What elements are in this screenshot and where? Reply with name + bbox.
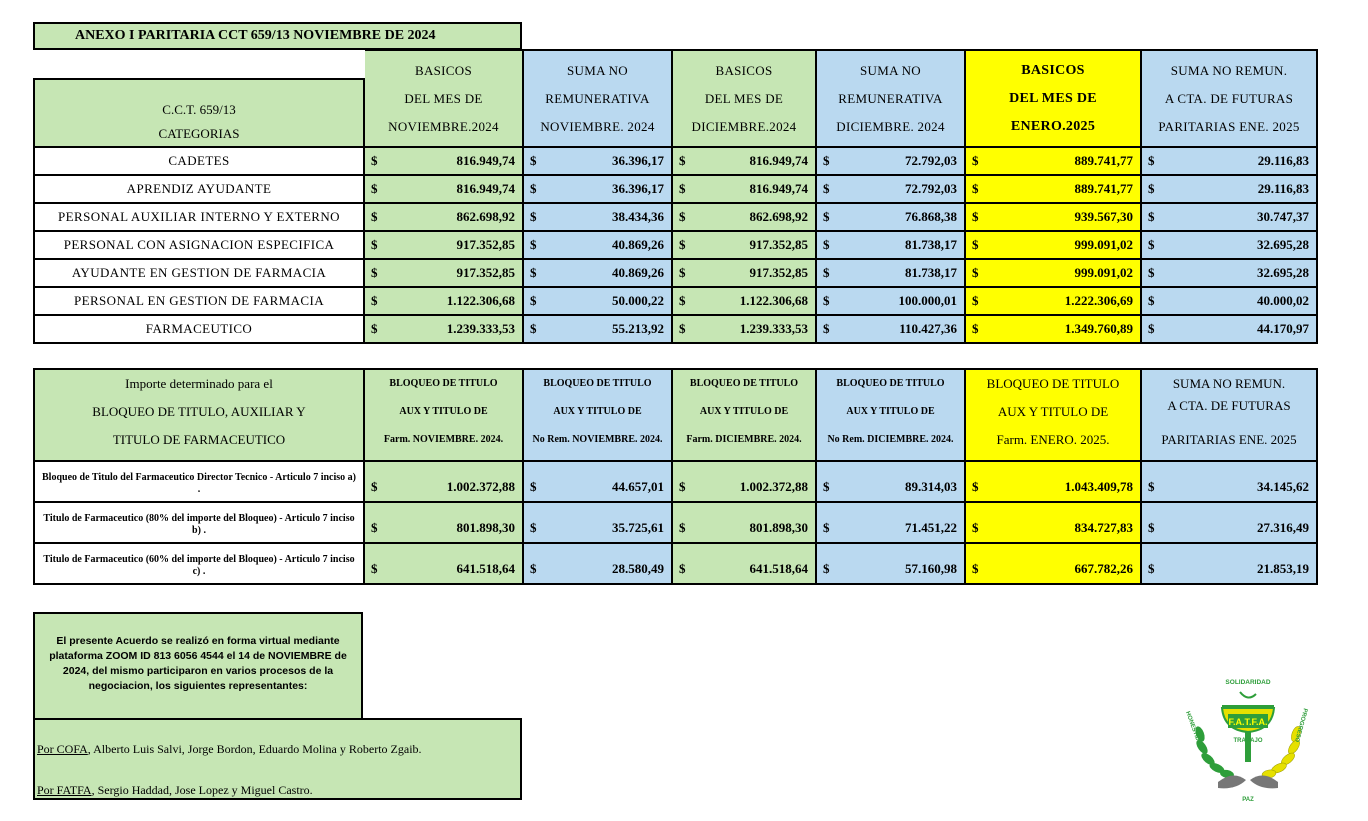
fatfa-emblem-icon — [1178, 672, 1318, 804]
document-title: ANEXO I PARITARIA CCT 659/13 NOVIEMBRE DE 2024 — [33, 22, 522, 50]
amount-cell: $ 889.741,77 — [965, 175, 1141, 203]
bloqueo-item: Titulo de Farmaceutico (60% del importe del Bloqueo) - Articulo 7 inciso c) . — [34, 543, 364, 584]
category-name: AYUDANTE EN GESTION DE FARMACIA — [34, 259, 364, 287]
table-row — [34, 147, 1317, 175]
salary-table — [33, 49, 1318, 344]
amount-cell: $ 816.949,74 — [672, 175, 816, 203]
svg-text:PROGRESO: PROGRESO — [1293, 707, 1308, 743]
amount-cell: $ 29.116,83 — [1141, 147, 1317, 175]
amount-cell: $ 57.160,98 — [816, 543, 965, 584]
amount-cell: $ 81.738,17 — [816, 231, 965, 259]
amount-cell: $ 1.349.760,89 — [965, 315, 1141, 343]
col-basicos-dic: BASICOS DEL MES DE DICIEMBRE.2024 — [672, 50, 816, 147]
bloqueo-item: Titulo de Farmaceutico (80% del importe del Bloqueo) - Articulo 7 inciso b) . — [34, 502, 364, 543]
categories-header — [34, 50, 364, 147]
fatfa-logo — [1178, 672, 1318, 804]
cct-label: C.C.T. 659/13 — [162, 102, 236, 117]
amount-cell: $ 1.002.372,88 — [672, 461, 816, 502]
amount-cell: $ 40.869,26 — [523, 231, 672, 259]
category-name: PERSONAL AUXILIAR INTERNO Y EXTERNO — [34, 203, 364, 231]
amount-cell: $ 917.352,85 — [364, 259, 523, 287]
agreement-text: El presente Acuerdo se realizó en forma virtual mediante plataforma ZOOM ID 813 6056 4544 el 14 de NOVIEMBRE de 2024, del mismo participaron en varios procesos de la negociacion, los siguientes representantes: — [33, 612, 363, 720]
amount-cell: $ 1.239.333,53 — [364, 315, 523, 343]
table-row — [34, 461, 1317, 502]
amount-cell: $ 27.316,49 — [1141, 502, 1317, 543]
amount-cell: $ 862.698,92 — [672, 203, 816, 231]
amount-cell: $ 816.949,74 — [672, 147, 816, 175]
amount-cell: $ 29.116,83 — [1141, 175, 1317, 203]
table-row — [34, 175, 1317, 203]
table-row — [34, 231, 1317, 259]
amount-cell: $ 30.747,37 — [1141, 203, 1317, 231]
amount-cell: $ 50.000,22 — [523, 287, 672, 315]
svg-text:HONESTIDAD: HONESTIDAD — [1184, 710, 1204, 750]
amount-cell: $ 38.434,36 — [523, 203, 672, 231]
table-row — [34, 315, 1317, 343]
col-bloqueo-norem-nov: BLOQUEO DE TITULO AUX Y TITULO DE No Rem. NOVIEMBRE. 2024. — [523, 369, 672, 461]
amount-cell: $ 40.000,02 — [1141, 287, 1317, 315]
table-row — [34, 203, 1317, 231]
amount-cell: $ 32.695,28 — [1141, 231, 1317, 259]
amount-cell: $ 917.352,85 — [672, 259, 816, 287]
category-name: FARMACEUTICO — [34, 315, 364, 343]
amount-cell: $ 816.949,74 — [364, 147, 523, 175]
amount-cell: $ 28.580,49 — [523, 543, 672, 584]
svg-text:PAZ: PAZ — [1242, 797, 1254, 803]
amount-cell: $ 40.869,26 — [523, 259, 672, 287]
amount-cell: $ 801.898,30 — [364, 502, 523, 543]
amount-cell: $ 834.727,83 — [965, 502, 1141, 543]
amount-cell: $ 36.396,17 — [523, 147, 672, 175]
table-row — [34, 287, 1317, 315]
col-suma-nov: SUMA NO REMUNERATIVA NOVIEMBRE. 2024 — [523, 50, 672, 147]
category-name: PERSONAL CON ASIGNACION ESPECIFICA — [34, 231, 364, 259]
amount-cell: $ 1.122.306,68 — [672, 287, 816, 315]
amount-cell: $ 100.000,01 — [816, 287, 965, 315]
amount-cell: $ 917.352,85 — [672, 231, 816, 259]
col-basicos-nov: BASICOS DEL MES DE NOVIEMBRE.2024 — [364, 50, 523, 147]
amount-cell: $ 667.782,26 — [965, 543, 1141, 584]
col-suma-dic: SUMA NO REMUNERATIVA DICIEMBRE. 2024 — [816, 50, 965, 147]
category-name: APRENDIZ AYUDANTE — [34, 175, 364, 203]
bloqueo-item: Bloqueo de Titulo del Farmaceutico Director Tecnico - Articulo 7 inciso a) . — [34, 461, 364, 502]
amount-cell: $ 89.314,03 — [816, 461, 965, 502]
amount-cell: $ 81.738,17 — [816, 259, 965, 287]
amount-cell: $ 801.898,30 — [672, 502, 816, 543]
rep-fatfa: Por FATFA, Sergio Haddad, Jose Lopez y Miguel Castro. — [37, 783, 313, 797]
bloqueo-header: Importe determinado para el BLOQUEO DE TITULO, AUXILIAR Y TITULO DE FARMACEUTICO — [34, 369, 364, 461]
amount-cell: $ 889.741,77 — [965, 147, 1141, 175]
amount-cell: $ 641.518,64 — [364, 543, 523, 584]
rep-cofa: Por COFA, Alberto Luis Salvi, Jorge Bordon, Eduardo Molina y Roberto Zgaib. — [37, 742, 422, 756]
categorias-label: CATEGORIAS — [158, 126, 240, 141]
category-name: PERSONAL EN GESTION DE FARMACIA — [34, 287, 364, 315]
amount-cell: $ 72.792,03 — [816, 147, 965, 175]
amount-cell: $ 44.657,01 — [523, 461, 672, 502]
amount-cell: $ 35.725,61 — [523, 502, 672, 543]
bloqueo-table — [33, 368, 1318, 585]
table-row — [34, 502, 1317, 543]
col-bloqueo-dic: BLOQUEO DE TITULO AUX Y TITULO DE Farm. DICIEMBRE. 2024. — [672, 369, 816, 461]
svg-text:SOLIDARIDAD: SOLIDARIDAD — [1225, 679, 1271, 686]
svg-text:TRABAJO: TRABAJO — [1233, 738, 1263, 744]
amount-cell: $ 44.170,97 — [1141, 315, 1317, 343]
col-bloqueo-nov: BLOQUEO DE TITULO AUX Y TITULO DE Farm. NOVIEMBRE. 2024. — [364, 369, 523, 461]
amount-cell: $ 34.145,62 — [1141, 461, 1317, 502]
col-bloqueo-ene: BLOQUEO DE TITULO AUX Y TITULO DE Farm. ENERO. 2025. — [965, 369, 1141, 461]
amount-cell: $ 32.695,28 — [1141, 259, 1317, 287]
amount-cell: $ 71.451,22 — [816, 502, 965, 543]
amount-cell: $ 1.239.333,53 — [672, 315, 816, 343]
amount-cell: $ 939.567,30 — [965, 203, 1141, 231]
col-basicos-ene: BASICOS DEL MES DE ENERO.2025 — [965, 50, 1141, 147]
amount-cell: $ 110.427,36 — [816, 315, 965, 343]
amount-cell: $ 1.043.409,78 — [965, 461, 1141, 502]
amount-cell: $ 76.868,38 — [816, 203, 965, 231]
amount-cell: $ 641.518,64 — [672, 543, 816, 584]
amount-cell: $ 55.213,92 — [523, 315, 672, 343]
table-row — [34, 259, 1317, 287]
amount-cell: $ 1.002.372,88 — [364, 461, 523, 502]
category-name: CADETES — [34, 147, 364, 175]
svg-text:F.A.T.F.A.: F.A.T.F.A. — [1228, 717, 1268, 727]
col-bloqueo-norem-dic: BLOQUEO DE TITULO AUX Y TITULO DE No Rem. DICIEMBRE. 2024. — [816, 369, 965, 461]
representatives — [33, 718, 522, 800]
amount-cell: $ 999.091,02 — [965, 259, 1141, 287]
amount-cell: $ 862.698,92 — [364, 203, 523, 231]
amount-cell: $ 1.122.306,68 — [364, 287, 523, 315]
amount-cell: $ 72.792,03 — [816, 175, 965, 203]
amount-cell: $ 1.222.306,69 — [965, 287, 1141, 315]
amount-cell: $ 816.949,74 — [364, 175, 523, 203]
amount-cell: $ 917.352,85 — [364, 231, 523, 259]
amount-cell: $ 21.853,19 — [1141, 543, 1317, 584]
amount-cell: $ 36.396,17 — [523, 175, 672, 203]
table-row — [34, 543, 1317, 584]
col-suma-ene-2: SUMA NO REMUN. A CTA. DE FUTURAS PARITARIAS ENE. 2025 — [1141, 369, 1317, 461]
col-suma-ene: SUMA NO REMUN. A CTA. DE FUTURAS PARITARIAS ENE. 2025 — [1141, 50, 1317, 147]
amount-cell: $ 999.091,02 — [965, 231, 1141, 259]
